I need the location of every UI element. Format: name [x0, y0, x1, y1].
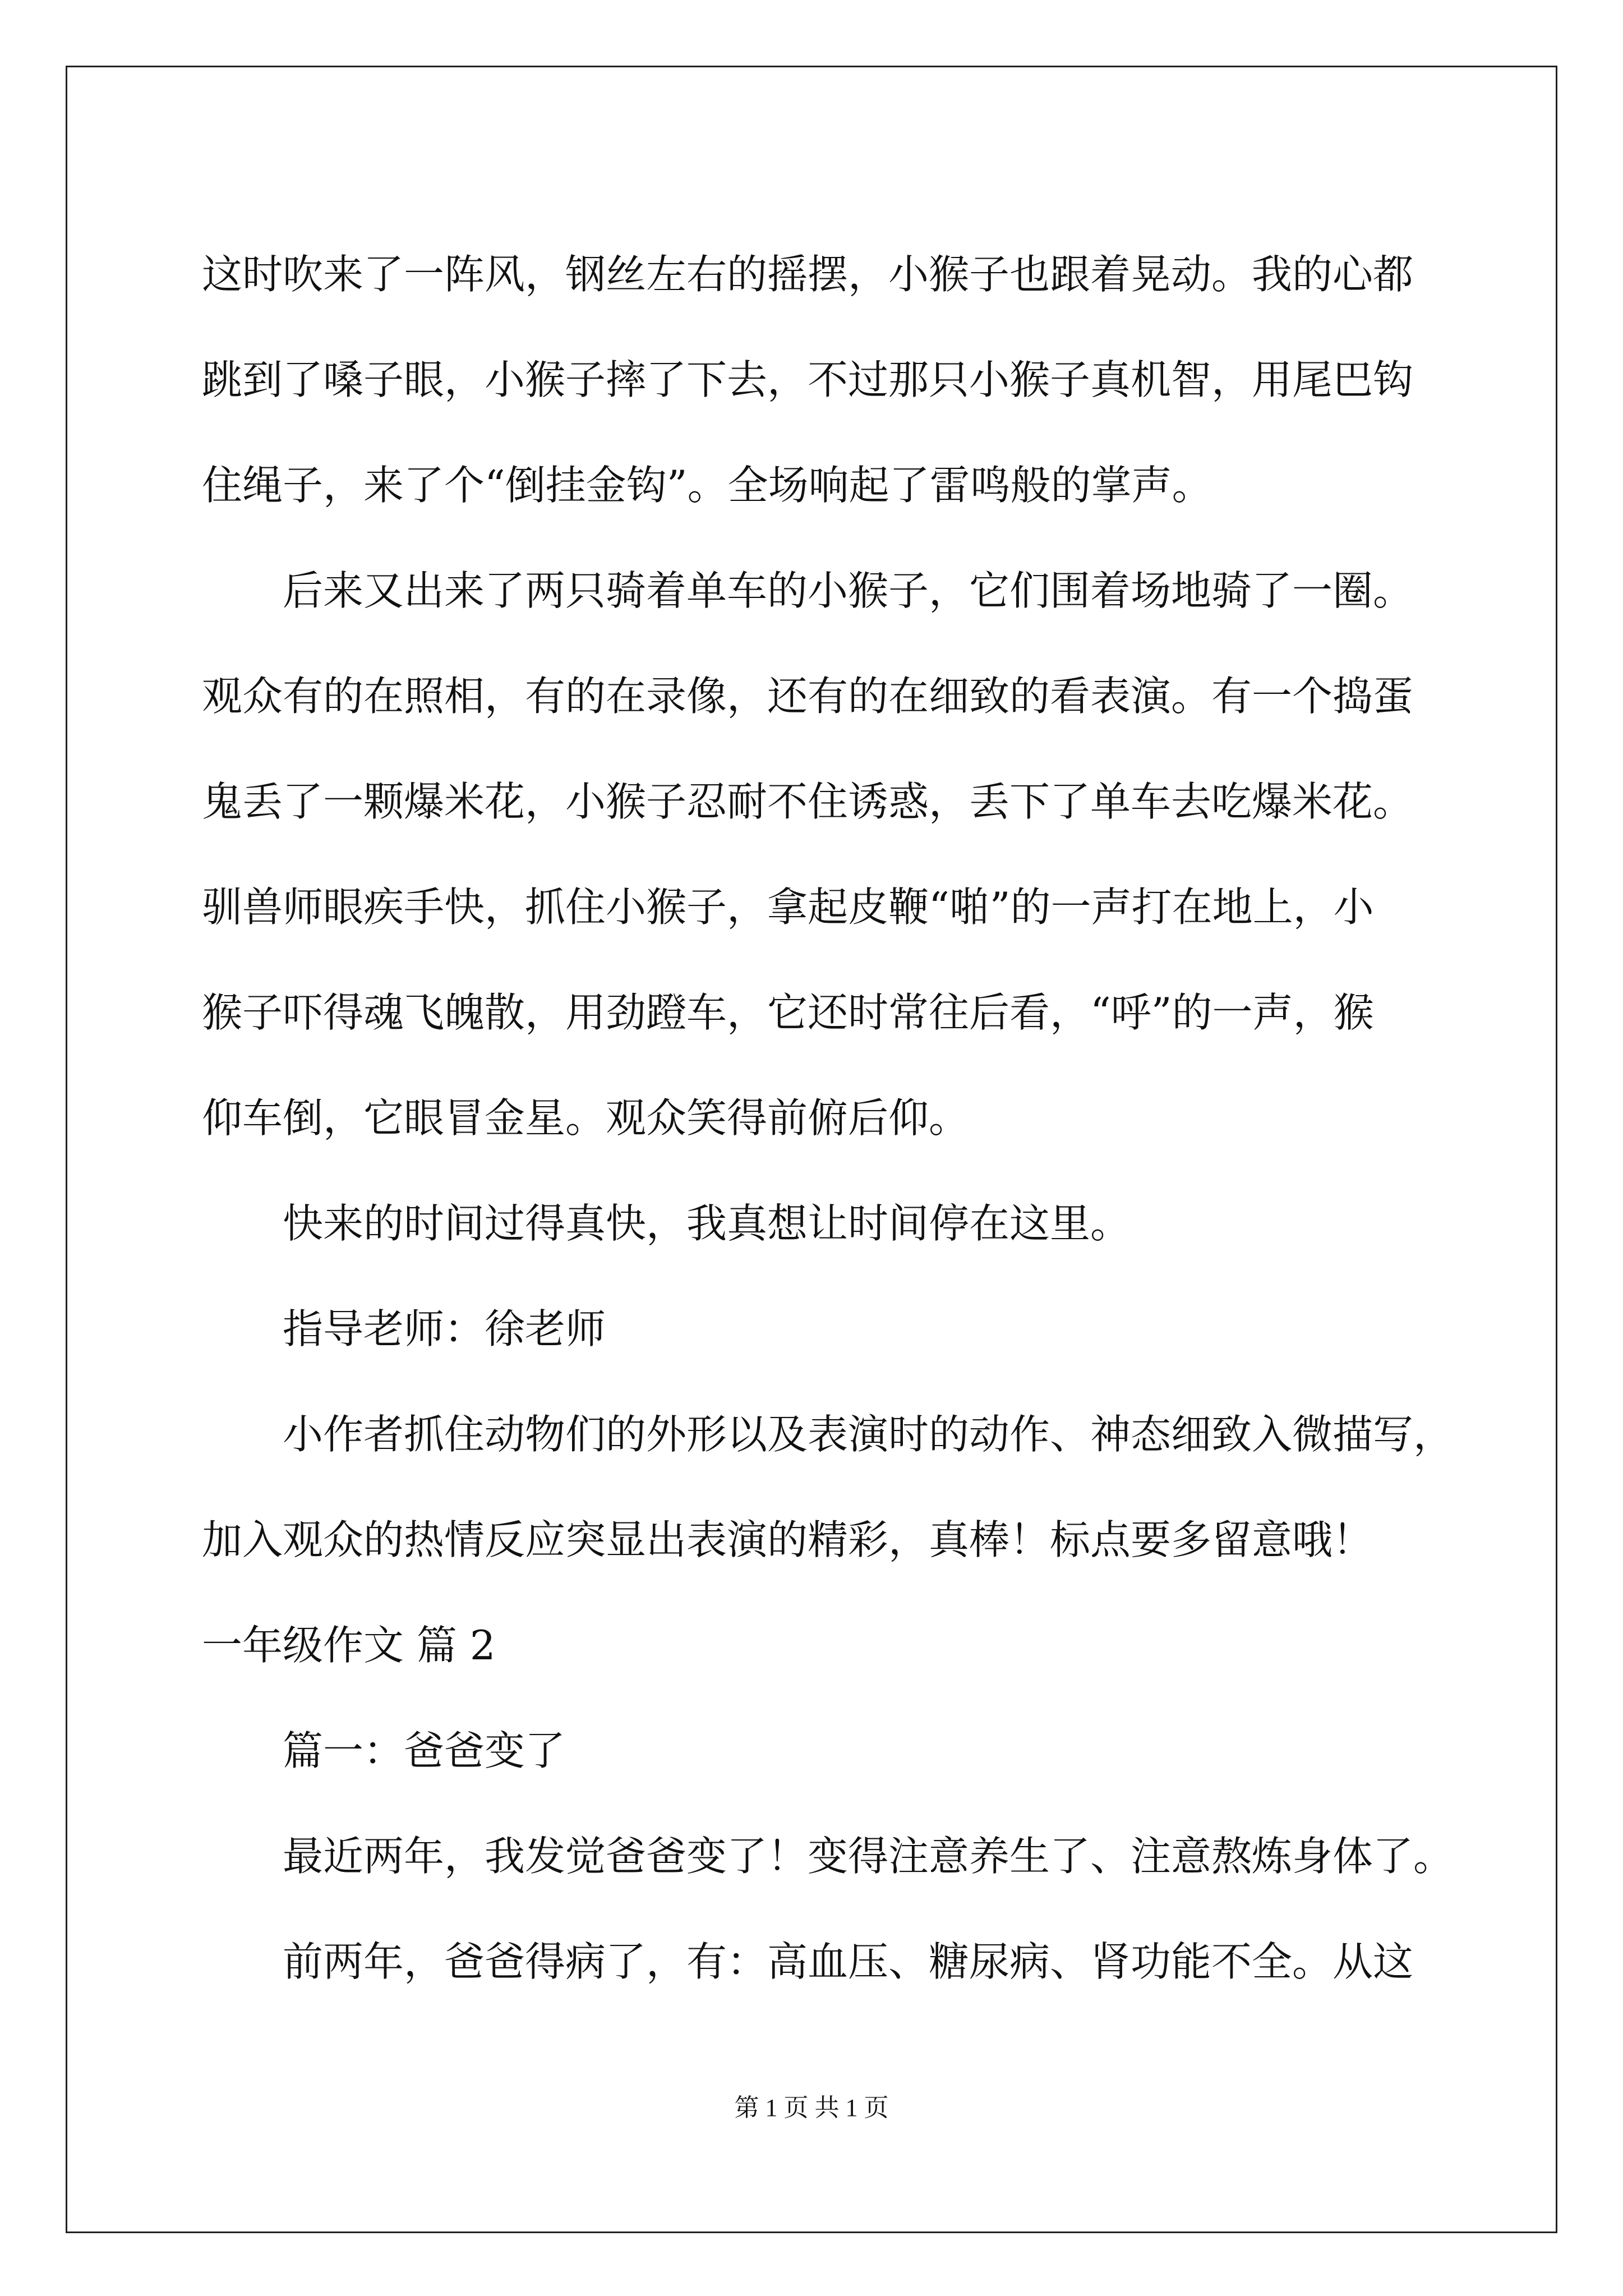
text-line: 指导老师：徐老师 — [283, 1305, 606, 1352]
text-line: 最近两年，我发觉爸爸变了！变得注意养生了、注意熬炼身体了。 — [283, 1833, 1454, 1880]
text-line: 快来的时间过得真快，我真想让时间停在这里。 — [283, 1200, 1131, 1247]
text-line: 猴子吓得魂飞魄散，用劲蹬车，它还时常往后看，“呼”的一声，猴 — [202, 989, 1374, 1036]
text-line: 驯兽师眼疾手快，抓住小猴子，拿起皮鞭“啪”的一声打在地上，小 — [202, 884, 1374, 931]
text-line: 鬼丢了一颗爆米花，小猴子忍耐不住诱惑，丢下了单车去吃爆米花。 — [202, 778, 1414, 825]
text-line: 加入观众的热情反应突显出表演的精彩，真棒！标点要多留意哦！ — [202, 1516, 1373, 1563]
section-heading: 一年级作文 篇 2 — [202, 1622, 496, 1669]
subsection-title: 篇一：爸爸变了 — [283, 1727, 566, 1774]
text-line: 仰车倒，它眼冒金星。观众笑得前俯后仰。 — [202, 1094, 970, 1142]
text-line: 这时吹来了一阵风，钢丝左右的摇摆，小猴子也跟着晃动。我的心都 — [202, 251, 1414, 298]
document-body — [202, 222, 1454, 2014]
text-line: 观众有的在照相，有的在录像，还有的在细致的看表演。有一个捣蛋 — [202, 673, 1414, 720]
page-footer: 第 1 页 共 1 页 — [734, 2094, 889, 2122]
text-line: 前两年，爸爸得病了，有：高血压、糖尿病、肾功能不全。从这 — [283, 1938, 1414, 1985]
text-line: 住绳子，来了个“倒挂金钩”。全场响起了雷鸣般的掌声。 — [202, 462, 1212, 509]
text-line: 后来又出来了两只骑着单车的小猴子，它们围着场地骑了一圈。 — [283, 567, 1414, 614]
text-line: 小作者抓住动物们的外形以及表演时的动作、神态细致入微描写， — [283, 1411, 1454, 1458]
text-line: 跳到了嗓子眼，小猴子摔了下去，不过那只小猴子真机智，用尾巴钩 — [202, 356, 1414, 403]
